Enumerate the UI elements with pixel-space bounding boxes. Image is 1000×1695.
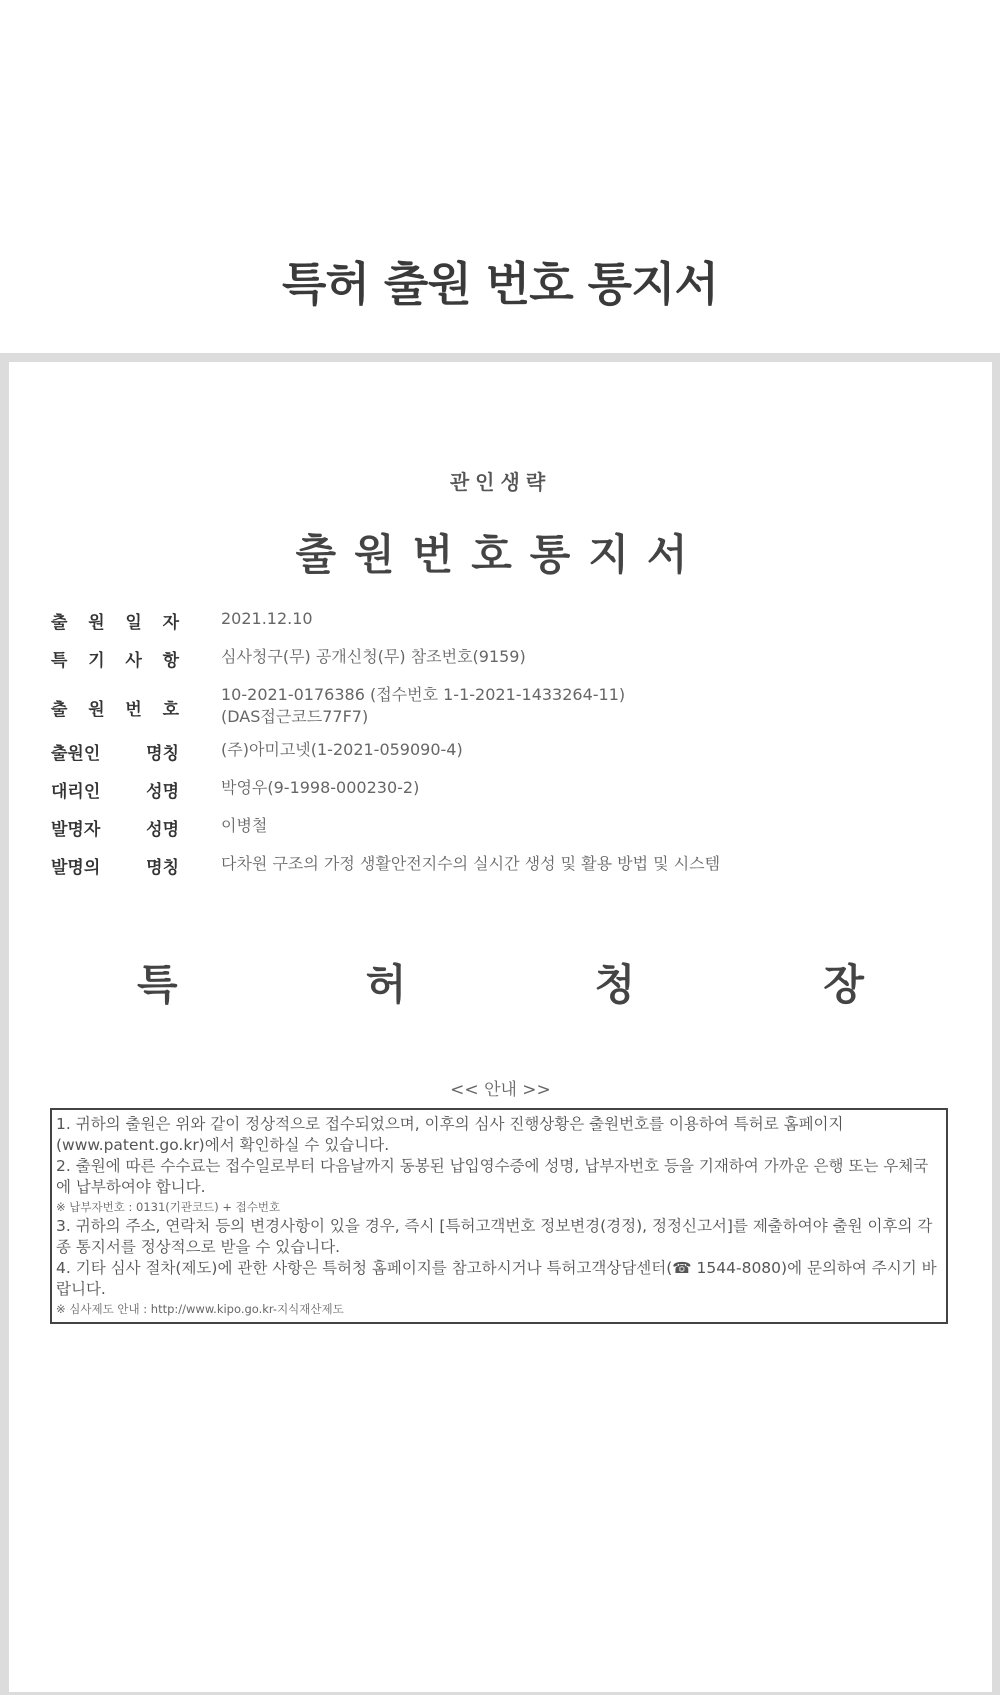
field-value: 이병철 [221, 816, 268, 835]
field-value: 박영우(9-1998-000230-2) [221, 778, 420, 797]
stamp-omitted-label: 관인생략 [449, 470, 552, 494]
notice-line: 4. 기타 심사 절차(제도)에 관한 사항은 특허청 홈페이지를 참고하시거나 특허고객상담센터(☎ 1544-8080)에 문의하여 주시기 바랍니다. [56, 1259, 937, 1298]
das-access-code: (DAS접근코드77F7) [221, 707, 369, 726]
field-applicant-name [51, 739, 951, 764]
field-value: 다차원 구조의 가정 생활안전지수의 실시간 생성 및 활용 방법 및 시스템 [221, 854, 721, 873]
notice-note: ※ 심사제도 안내 : http://www.kipo.go.kr-지식재산제도 [56, 1302, 344, 1316]
document-paper [9, 362, 992, 1692]
field-application-number [51, 684, 951, 728]
field-value: 10-2021-0176386 (접수번호 1-1-2021-1433264-11) (DAS접근코드77F7) [221, 685, 626, 726]
document-frame [0, 353, 1000, 1695]
field-inventor-name [51, 815, 951, 840]
field-agent-name [51, 777, 951, 802]
issuer-char: 장 [823, 960, 864, 1009]
field-invention-title [51, 853, 951, 878]
field-special-notes [51, 646, 951, 671]
notice-box [50, 1108, 948, 1324]
issuer-char: 청 [594, 960, 636, 1009]
issuer-char: 허 [365, 960, 407, 1009]
page-title: 특허 출원 번호 통지서 [282, 257, 718, 311]
field-value: 2021.12.10 [221, 609, 313, 628]
field-label: 출 원 번 호 [51, 700, 179, 720]
field-label: 출원인 명칭 [51, 744, 179, 764]
notice-heading: << 안내 >> [450, 1080, 551, 1100]
field-label: 특 기 사 항 [51, 651, 179, 671]
notice-line: 3. 귀하의 주소, 연락처 등의 변경사항이 있을 경우, 즉시 [특허고객번호 정보변경(경정), 정정신고서]를 제출하여야 출원 이후의 각종 통지서를 정상적으로 받을 수 있습니다. [56, 1217, 933, 1256]
field-value: 심사청구(무) 공개신청(무) 참조번호(9159) [221, 647, 526, 666]
document-title: 출원번호통지서 [295, 530, 706, 579]
notice-line: 1. 귀하의 출원은 위와 같이 정상적으로 접수되었으며, 이후의 심사 진행상황은 출원번호를 이용하여 특허로 홈페이지(www.patent.go.kr)에서 확인하실 수 있습니다. [56, 1115, 844, 1154]
field-label: 발명의 명칭 [51, 858, 179, 878]
field-application-date [51, 608, 951, 633]
notice-note: ※ 납부자번호 : 0131(기관코드) + 접수번호 [56, 1200, 281, 1214]
field-label: 발명자 성명 [51, 820, 179, 840]
field-label: 대리인 성명 [51, 782, 179, 802]
field-label: 출 원 일 자 [51, 613, 179, 633]
notice-line: 2. 출원에 따른 수수료는 접수일로부터 다음날까지 동봉된 납입영수증에 성명, 납부자번호 등을 기재하여 가까운 은행 또는 우체국에 납부하여야 합니다. [56, 1157, 929, 1196]
application-info [51, 608, 951, 891]
issuer-char: 특 [137, 960, 178, 1009]
field-value: (주)아미고넷(1-2021-059090-4) [221, 740, 463, 759]
issuer-signature [9, 952, 992, 1012]
